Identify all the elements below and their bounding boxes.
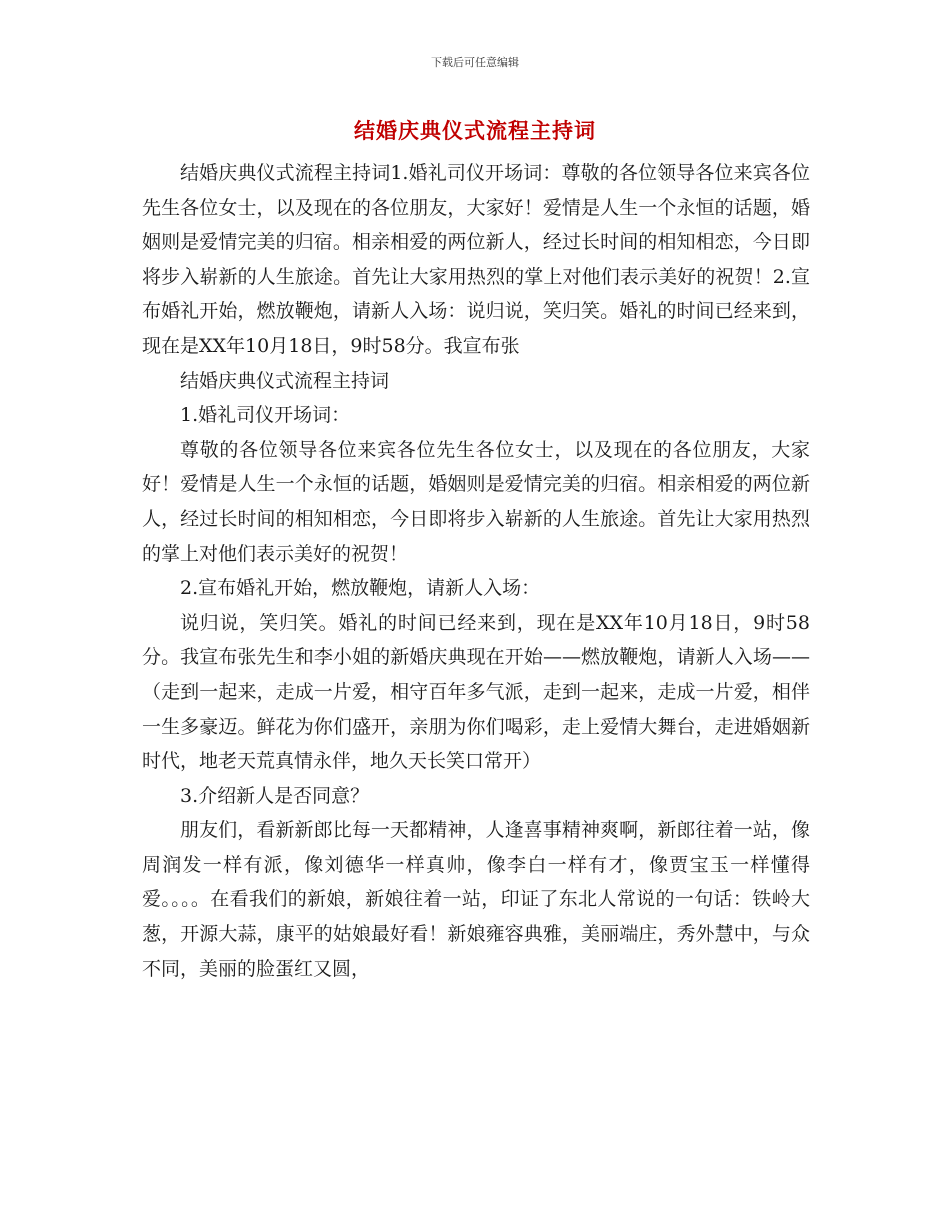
paragraph-entrance: 说归说，笑归笑。婚礼的时间已经来到，现在是XX年10月18日，9时58分。我宣布张先生和李小姐的新婚庆典现在开始——燃放鞭炮，请新人入场——（走到一起来，走成一片爱，相守百年多气派，走到一起来，走成一片爱，相伴一生多豪迈。鲜花为你们盛开，亲朋为你们喝彩，走上爱情大舞台，走进婚姻新时代，地老天荒真情永伴，地久天长笑口常开）	[142, 611, 810, 773]
document-body	[142, 156, 810, 986]
paragraph-section-3: 3.介绍新人是否同意？	[180, 784, 370, 807]
paragraph-section-1: 1.婚礼司仪开场词：	[180, 404, 351, 427]
document-title: 结婚庆典仪式流程主持词	[354, 119, 596, 143]
paragraph-section-2: 2.宣布婚礼开始，燃放鞭炮，请新人入场：	[180, 577, 541, 600]
header-note: 下载后可任意编辑	[431, 56, 519, 69]
paragraph-opening-speech: 尊敬的各位领导各位来宾各位先生各位女士，以及现在的各位朋友，大家好！爱情是人生一个永恒的话题，婚姻则是爱情完美的归宿。相亲相爱的两位新人，经过长时间的相知相恋，今日即将步入崭新的人生旅途。首先让大家用热烈的掌上对他们表示美好的祝贺！	[142, 438, 810, 565]
paragraph-heading: 结婚庆典仪式流程主持词	[180, 369, 390, 392]
paragraph-intro: 结婚庆典仪式流程主持词1.婚礼司仪开场词：尊敬的各位领导各位来宾各位先生各位女士，以及现在的各位朋友，大家好！爱情是人生一个永恒的话题，婚姻则是爱情完美的归宿。相亲相爱的两位新人，经过长时间的相知相恋，今日即将步入崭新的人生旅途。首先让大家用热烈的掌上对他们表示美好的祝贺！2.宣布婚礼开始，燃放鞭炮，请新人入场：说归说，笑归笑。婚礼的时间已经来到，现在是XX年10月18日，9时58分。我宣布张	[142, 162, 810, 357]
paragraph-introduce-couple: 朋友们，看新新郎比每一天都精神，人逢喜事精神爽啊，新郎往着一站，像周润发一样有派，像刘德华一样真帅，像李白一样有才，像贾宝玉一样懂得爱。。。。在看我们的新娘，新娘往着一站，印证了东北人常说的一句话：铁岭大葱，开源大蒜，康平的姑娘最好看！新娘雍容典雅，美丽端庄，秀外慧中，与众不同，美丽的脸蛋红又圆，	[142, 819, 810, 980]
